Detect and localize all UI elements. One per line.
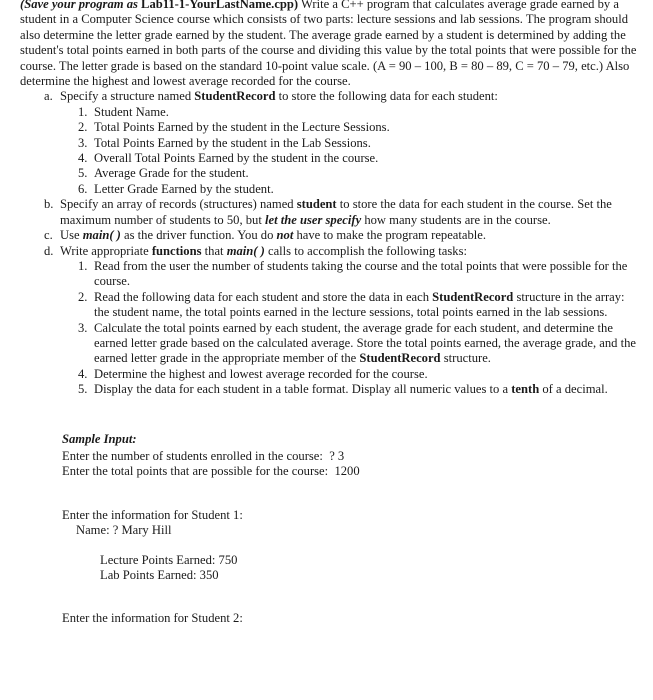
list-item — [78, 367, 641, 382]
tasks-list — [60, 259, 641, 398]
item-text-post: of a decimal. — [539, 382, 608, 397]
item-bold: tenth — [511, 382, 540, 397]
item-marker: 5. — [78, 166, 88, 181]
item-text: Display the data for each student in a table format. Display all numeric values to a — [94, 382, 512, 397]
spacer — [62, 480, 641, 508]
req-a-post: to store the following data for each student: — [275, 89, 498, 104]
intro-text: Write a C++ program that calculates average grade earned by a student in a Computer Science course which consists of two parts: lecture sessions and lab sessions. The program should also determine the letter grade earned by the student. The average grade earned by a student is determined by adding the student's total points earned in both parts of the course and dividing this value by the total points that were possible for the course. The letter grade is based on the standard 10-point value scale. (A = 90 – 100, B = 80 – 89, C = 70 – 79, etc.) Also determine the highest and lowest average recorded for the course. — [20, 0, 637, 89]
item-marker: 1. — [78, 258, 88, 273]
req-c-post: have to make the program repeatable. — [293, 228, 487, 243]
list-item — [78, 166, 641, 181]
item-bold: StudentRecord — [359, 351, 441, 366]
marker-a: a. — [44, 89, 53, 104]
item-text: Determine the highest and lowest average recorded for the course. — [94, 366, 428, 381]
req-b-text: Specify an array of records (structures) named — [60, 197, 297, 212]
sample-line: Lab Points Earned: 350 — [100, 568, 219, 582]
item-text: Student Name. — [94, 104, 169, 119]
list-item — [78, 120, 641, 135]
sample-input-title: Sample Input: — [62, 431, 137, 446]
list-item — [78, 105, 641, 120]
req-d-mid: that — [201, 243, 227, 258]
filename: Lab11-1-YourLastName.cpp) — [141, 0, 299, 11]
intro-paragraph — [20, 0, 641, 89]
sample-line: Lecture Points Earned: 750 — [100, 552, 238, 567]
sample-line: Name: ? Mary Hill — [76, 523, 172, 538]
item-marker: 1. — [78, 104, 88, 119]
req-b-emphasis: let the user specify — [264, 212, 362, 227]
list-item — [78, 136, 641, 151]
list-item — [78, 321, 641, 367]
item-marker: 4. — [78, 151, 88, 166]
requirement-d — [44, 244, 641, 398]
item-text: Calculate the total points earned by each student, the average grade for each student, and determine the earned letter grade based on the calculated average. Store the total points earned, the average grade, and the earned letter grade in the appropriate member of the — [94, 320, 636, 366]
list-item — [78, 259, 641, 290]
list-item — [78, 182, 641, 197]
marker-d: d. — [44, 243, 54, 258]
req-c-not: not — [276, 228, 294, 243]
item-bold: StudentRecord — [432, 289, 514, 304]
item-marker: 3. — [78, 320, 88, 335]
req-c-mid: as the driver function. You do — [120, 228, 277, 243]
main-function: main( ) — [82, 228, 121, 243]
item-text-post: structure. — [440, 351, 491, 366]
array-name: student — [296, 197, 337, 212]
req-d-functions: functions — [151, 243, 202, 258]
item-marker: 5. — [78, 382, 88, 397]
req-a-text: Specify a structure named — [60, 89, 195, 104]
item-marker: 6. — [78, 181, 88, 196]
spacer — [62, 539, 641, 553]
sample-line: Enter the information for Student 2: — [62, 611, 243, 626]
item-marker: 2. — [78, 289, 88, 304]
item-marker: 4. — [78, 366, 88, 381]
list-item — [78, 151, 641, 166]
requirement-b — [44, 197, 641, 228]
save-prefix: (Save your program as — [20, 0, 142, 11]
item-text: Read the following data for each student and store the data in each — [94, 289, 433, 304]
requirement-a — [44, 89, 641, 197]
sample-line: Enter the total points that are possible for the course: 1200 — [62, 464, 360, 479]
struct-fields-list — [60, 105, 641, 197]
list-item — [78, 382, 641, 397]
item-text: Overall Total Points Earned by the student in the course. — [94, 151, 379, 166]
item-marker: 3. — [78, 135, 88, 150]
req-d-text: Write appropriate — [60, 243, 152, 258]
structure-name: StudentRecord — [194, 89, 276, 104]
sample-line: Enter the information for Student 1: — [62, 507, 243, 522]
item-text: Total Points Earned by the student in the Lecture Sessions. — [94, 120, 390, 135]
list-item — [78, 290, 641, 321]
item-text-post: structure in the array: the student name, the total points earned in the lecture sessions, total points earned in the lab sessions. — [94, 289, 625, 320]
spacer — [62, 583, 641, 611]
item-text: Letter Grade Earned by the student. — [94, 181, 274, 196]
marker-c: c. — [44, 228, 53, 243]
req-d-post: calls to accomplish the following tasks: — [264, 243, 467, 258]
requirement-c — [44, 228, 641, 243]
sample-line: Enter the number of students enrolled in the course: ? 3 — [62, 448, 345, 463]
sample-input-section — [62, 432, 641, 627]
req-b-mid: to store the data for each student in the course. Set the maximum number of students to 50, but — [60, 197, 612, 227]
requirements-list — [20, 89, 641, 397]
req-c-text: Use — [60, 228, 83, 243]
item-text: Read from the user the number of students taking the course and the total points that were possible for the course. — [94, 258, 628, 289]
marker-b: b. — [44, 197, 54, 212]
req-d-main: main( ) — [226, 243, 265, 258]
req-b-post: how many students are in the course. — [361, 212, 551, 227]
item-text: Total Points Earned by the student in the Lab Sessions. — [94, 135, 371, 150]
item-text: Average Grade for the student. — [94, 166, 249, 181]
item-marker: 2. — [78, 120, 88, 135]
